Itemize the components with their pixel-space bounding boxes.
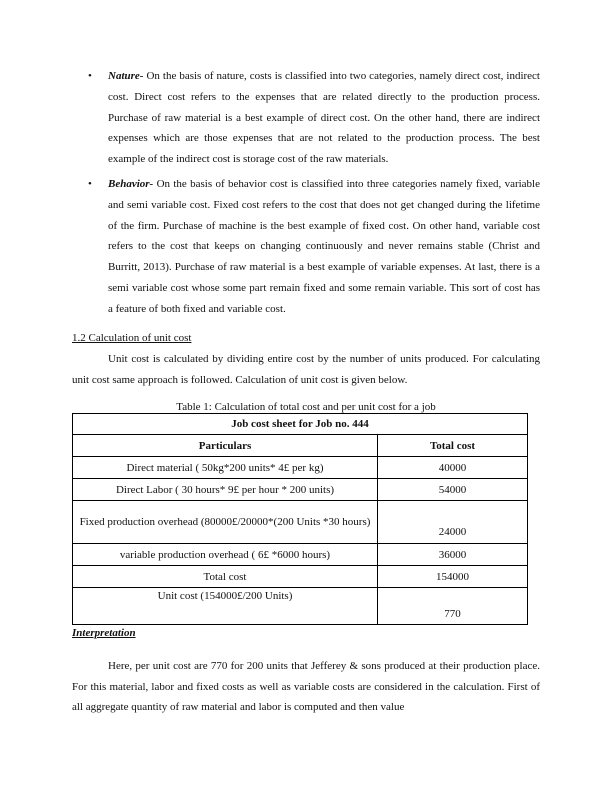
table-row [73, 544, 528, 566]
bullet-text: On the basis of behavior cost is classified into three categories namely fixed, variable and semi variable cost. Fixed cost refers to the cost that does not get changed during the lifetime of the firm. Purchase of machine is the best example of fixed cost. On other hand, variable cost refers to the cost that keeps on changing continuously and never remains stable (Christ and Burritt, 2013). Purchase of raw material is a best example of variable expenses. At last, there is a semi variable cost whose some part remain fixed and some remain variable. This sort of cost has a feature of both fixed and variable cost. [108, 177, 540, 315]
row-total-cost: 40000 [378, 457, 528, 479]
column-header-particulars: Particulars [73, 435, 378, 457]
interpretation-heading: Interpretation [72, 627, 136, 639]
bullet-lead: Nature- [108, 70, 144, 82]
bullet-text: On the basis of nature, costs is classified into two categories, namely direct cost, indirect cost. Direct cost refers to the expenses that are related directly to the production process. Purchase of raw material is a best example of direct cost. On the other hand, there are indirect expenses which are those expenses that are not related to the production process. The best example of the indirect cost is storage cost of the raw materials. [108, 70, 540, 166]
table-title-row [73, 414, 528, 435]
bullet-nature [72, 66, 540, 170]
section-heading: 1.2 Calculation of unit cost [72, 332, 192, 344]
bullet-behavior [72, 174, 540, 320]
cost-classification-list [72, 66, 540, 324]
table-header-row [73, 435, 528, 457]
table-caption: Table 1: Calculation of total cost and per unit cost for a job [176, 401, 436, 413]
interpretation-paragraph: Here, per unit cost are 770 for 200 units that Jefferey & sons produced at their production place. For this material, labor and fixed costs as well as variable costs are considered in the calculation. First of all aggregate quantity of raw material and labor is computed and then value [72, 660, 540, 713]
table-row [73, 588, 528, 625]
row-particular: Unit cost (154000£/200 Units) [73, 588, 378, 625]
job-cost-table [72, 413, 528, 625]
row-particular: Fixed production overhead (80000£/20000*(200 Units *30 hours) [73, 501, 378, 544]
row-particular: Direct material ( 50kg*200 units* 4£ per kg) [73, 457, 378, 479]
row-total-cost: 24000 [378, 501, 528, 544]
row-total-cost: 770 [378, 588, 528, 625]
bullet-icon: • [88, 177, 92, 190]
table-title: Job cost sheet for Job no. 444 [73, 414, 528, 435]
row-particular: Total cost [73, 566, 378, 588]
bullet-icon: • [88, 70, 92, 82]
table-row [73, 501, 528, 544]
table-row [73, 566, 528, 588]
table-row [73, 479, 528, 501]
row-total-cost: 154000 [378, 566, 528, 588]
row-total-cost: 54000 [378, 479, 528, 501]
row-total-cost: 36000 [378, 544, 528, 566]
row-particular: variable production overhead ( 6£ *6000 hours) [73, 544, 378, 566]
table-row [73, 457, 528, 479]
bullet-lead: Behavior- [108, 177, 154, 190]
section-paragraph: Unit cost is calculated by dividing entire cost by the number of units produced. For calculating unit cost same approach is followed. Calculation of unit cost is given below. [72, 353, 540, 386]
row-particular: Direct Labor ( 30 hours* 9£ per hour * 200 units) [73, 479, 378, 501]
column-header-total-cost: Total cost [378, 435, 528, 457]
